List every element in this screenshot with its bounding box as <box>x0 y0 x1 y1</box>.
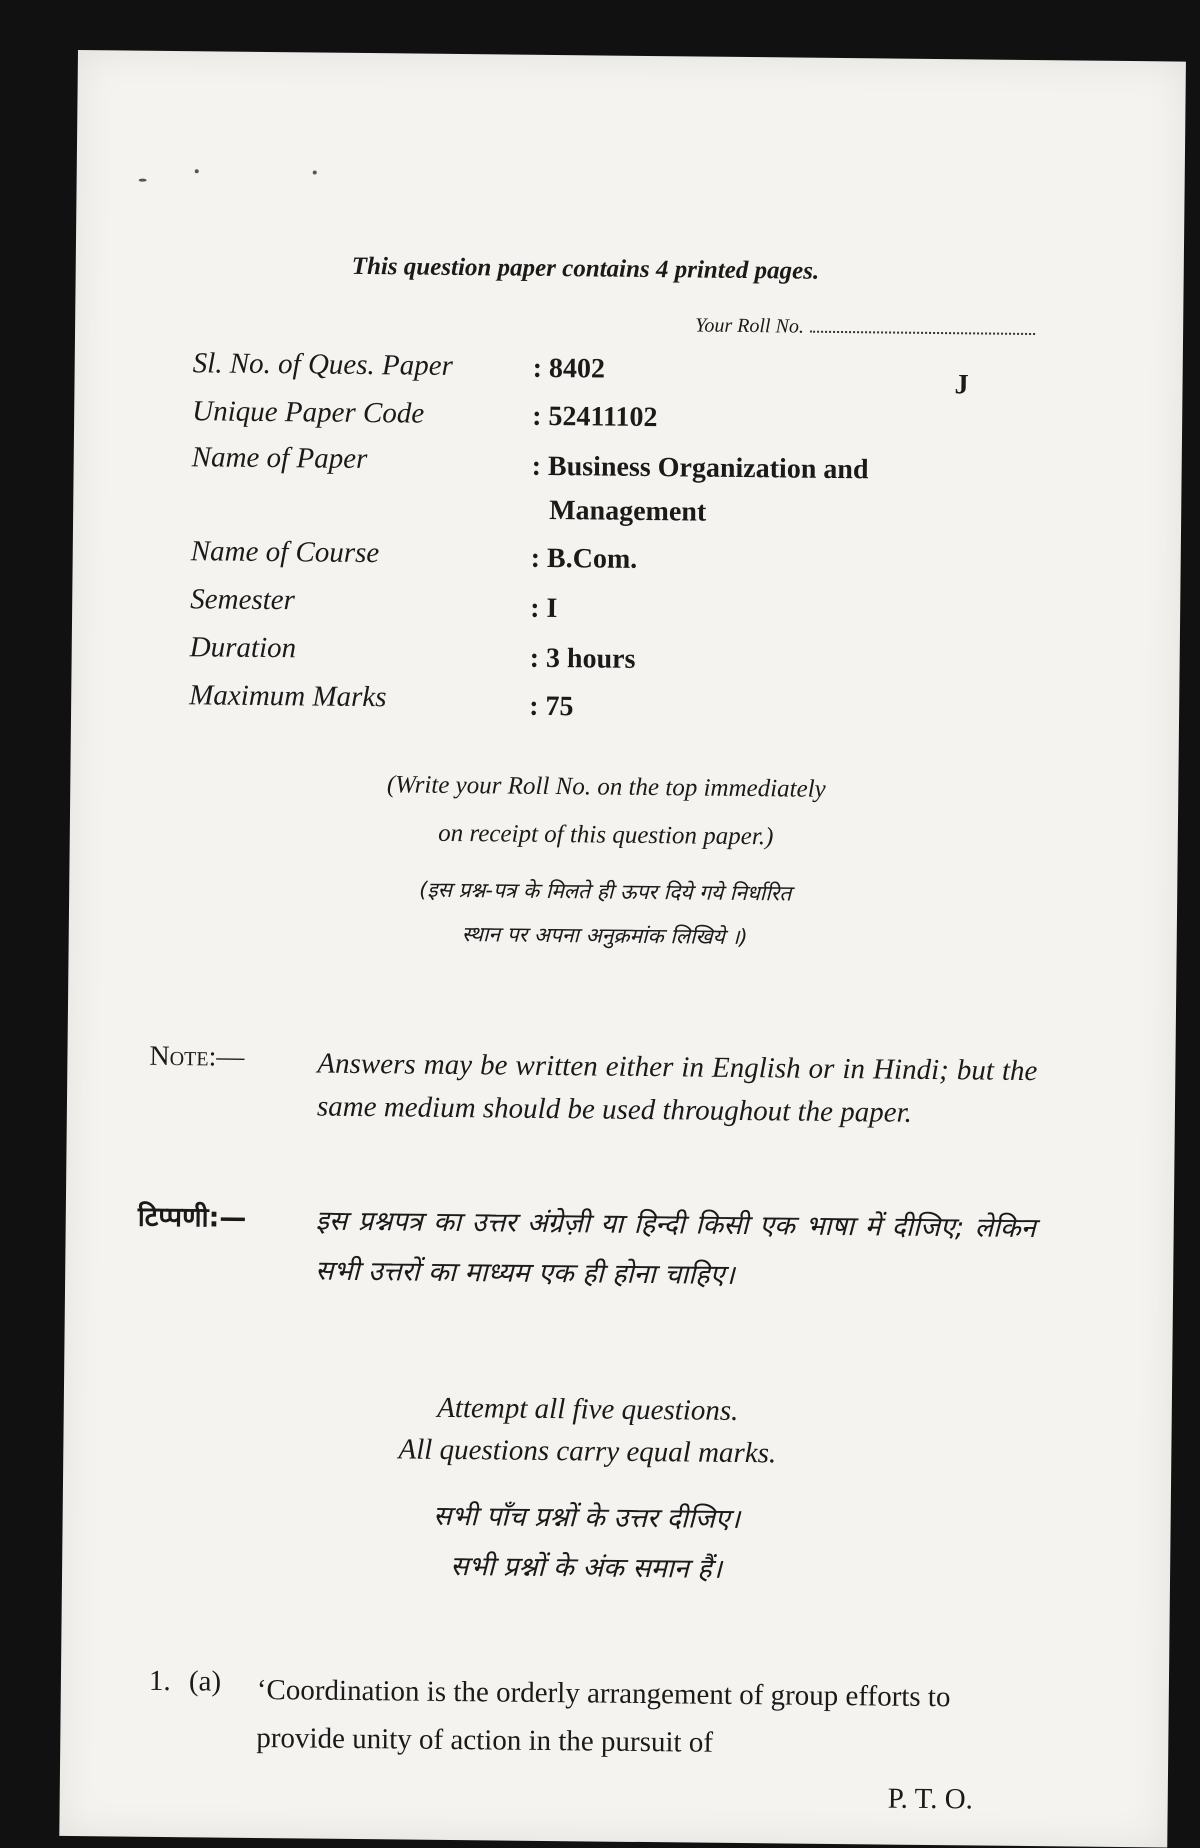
instruction-hindi-line: (इस प्रश्न-पत्र के मिलते ही ऊपर दिये गये निर्धारित <box>419 877 792 906</box>
note-text: Answers may be written either in English or in Hindi; but the same medium should be used throughout the paper. <box>316 1047 1038 1129</box>
question-part: (a) <box>188 1665 222 1698</box>
marks-instruction-hindi: सभी प्रश्नों के अंक समान हैं। <box>450 1550 723 1585</box>
set-code: J <box>954 369 969 401</box>
attempt-instruction-hindi: सभी पाँच प्रश्नों के उत्तर दीजिए। <box>433 1500 741 1536</box>
detail-value: : 52411102 <box>532 400 658 434</box>
detail-label: Unique Paper Code <box>192 395 425 430</box>
scan-speck <box>195 169 199 173</box>
page-count-heading: This question paper contains 4 printed pages. <box>351 252 820 285</box>
detail-label: Name of Course <box>190 535 380 570</box>
instruction-line: on receipt of this question paper.) <box>438 819 774 851</box>
roll-number-label: Your Roll No. <box>695 314 805 338</box>
detail-value: : I <box>530 592 558 625</box>
attempt-instruction: Attempt all five questions. <box>437 1391 739 1427</box>
roll-number-field <box>695 314 1035 341</box>
detail-label: Semester <box>190 583 296 617</box>
detail-label: Name of Paper <box>191 441 368 476</box>
detail-value: : Business Organization and <box>531 450 869 486</box>
please-turn-over: P. T. O. <box>887 1782 974 1816</box>
question-number: 1. <box>148 1664 171 1698</box>
roll-number-blank <box>810 317 1035 335</box>
detail-value-continued: Management <box>549 494 707 528</box>
tippani-text: इस प्रश्नपत्र का उत्तर अंग्रेज़ी या हिन्दी किसी एक भाषा में दीजिए; लेकिन सभी उत्तरों का माध्यम एक ही होना चाहिए। <box>315 1205 1036 1291</box>
question-text: ‘Coordination is the orderly arrangement of group efforts to provide unity of action in the pursuit of <box>256 1673 951 1759</box>
instruction-line: (Write your Roll No. on the top immediately <box>386 771 826 803</box>
scan-speck <box>313 170 317 174</box>
detail-value: : 8402 <box>532 352 606 385</box>
detail-label: Duration <box>189 631 297 665</box>
detail-label: Maximum Marks <box>189 679 387 714</box>
question-paper-page <box>59 50 1186 1848</box>
detail-label: Sl. No. of Ques. Paper <box>192 347 454 382</box>
scan-speck <box>139 179 147 182</box>
tippani-label: टिप्पणी:— <box>137 1201 247 1234</box>
detail-value: : 3 hours <box>529 642 636 675</box>
detail-value: : B.Com. <box>530 542 638 575</box>
detail-value: : 75 <box>528 690 574 723</box>
instruction-hindi-line: स्थान पर अपना अनुक्रमांक लिखिये ।) <box>461 922 748 950</box>
note-label: Note:— <box>149 1040 245 1073</box>
marks-instruction: All questions carry equal marks. <box>398 1433 777 1470</box>
